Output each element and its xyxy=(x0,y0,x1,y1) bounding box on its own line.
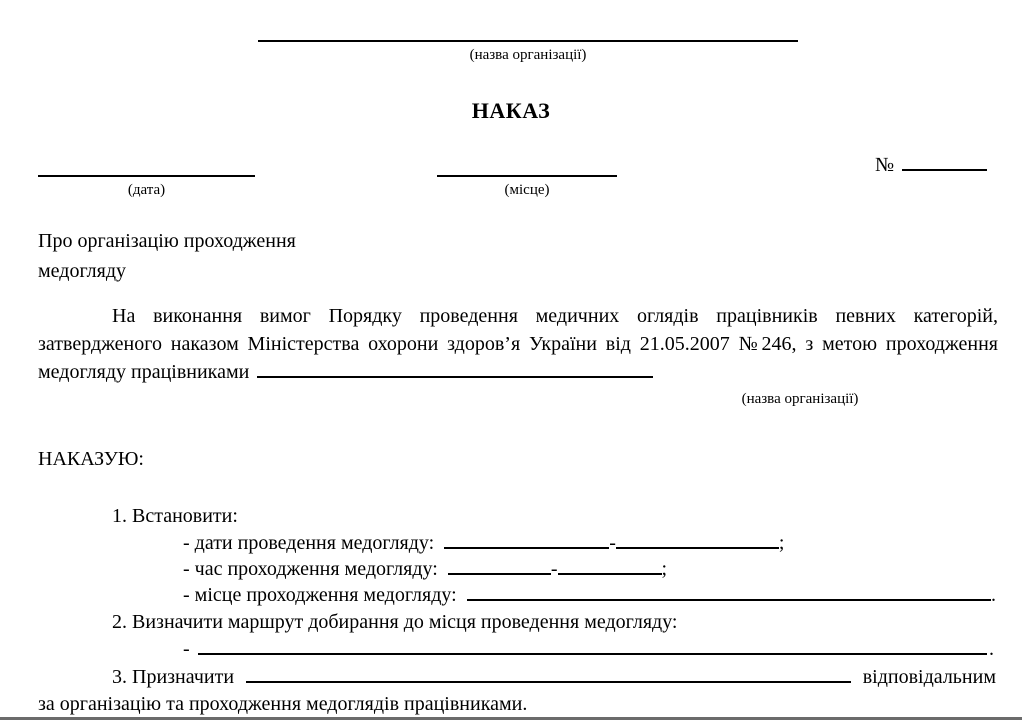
subject-line-2: медогляду xyxy=(38,260,126,282)
order-item-3-tail: за організацію та проходження медоглядів працівниками. xyxy=(38,693,528,715)
subject-block xyxy=(38,226,296,286)
place-caption: (місце) xyxy=(504,182,550,198)
medexam-place-end: . xyxy=(991,584,996,606)
date-from-blank xyxy=(444,530,609,549)
intro-org-caption: (назва організації) xyxy=(741,391,859,407)
order-item-1-place xyxy=(183,582,996,608)
intro-org-blank xyxy=(257,359,653,378)
time-from-blank xyxy=(448,556,551,575)
order-item-2: 2. Визначити маршрут добирання до місця проведення медогляду: xyxy=(112,611,678,633)
dates-label: - дати проведення медогляду: xyxy=(183,532,435,554)
route-blank xyxy=(198,636,987,655)
time-label: - час проходження медогляду: xyxy=(183,558,438,580)
time-to-blank xyxy=(558,556,662,575)
date-to-blank xyxy=(616,530,779,549)
org-name-caption: (назва організації) xyxy=(469,47,587,63)
responsible-person-blank xyxy=(246,664,851,683)
place-blank xyxy=(437,157,617,177)
subject-line-1: Про організацію проходження xyxy=(38,230,296,252)
date-caption: (дата) xyxy=(127,182,166,198)
assign-label: 3. Призначити xyxy=(112,666,235,688)
number-blank xyxy=(902,152,987,171)
medexam-place-label: - місце проходження медогляду: xyxy=(183,584,457,606)
dates-end: ; xyxy=(778,532,785,554)
assign-suffix: відповідальним xyxy=(862,666,996,688)
org-name-blank xyxy=(258,22,798,42)
order-item-1-dates xyxy=(183,530,784,556)
document-title: НАКАЗ xyxy=(471,98,551,123)
dates-separator: - xyxy=(609,532,616,554)
time-separator: - xyxy=(550,558,558,580)
date-blank xyxy=(38,157,255,177)
route-end: . xyxy=(989,638,994,660)
order-number-row xyxy=(875,152,987,178)
order-heading: НАКАЗУЮ: xyxy=(38,448,144,470)
order-item-2-route xyxy=(183,636,994,662)
order-item-3 xyxy=(112,664,996,690)
order-item-1-time xyxy=(183,556,667,582)
order-item-1: 1. Встановити: xyxy=(112,505,238,527)
intro-text: На виконання вимог Порядку проведення медичних оглядів працівників певних категорій, затвердженого наказом Міністерства охорони здоров’я України від 21.05.2007 №246, з метою проходження медогляду працівниками xyxy=(38,305,998,383)
number-sign: № xyxy=(875,154,895,176)
intro-paragraph xyxy=(38,302,998,386)
route-dash: - xyxy=(183,638,190,660)
time-end: ; xyxy=(661,558,668,580)
medexam-place-blank xyxy=(467,582,991,601)
